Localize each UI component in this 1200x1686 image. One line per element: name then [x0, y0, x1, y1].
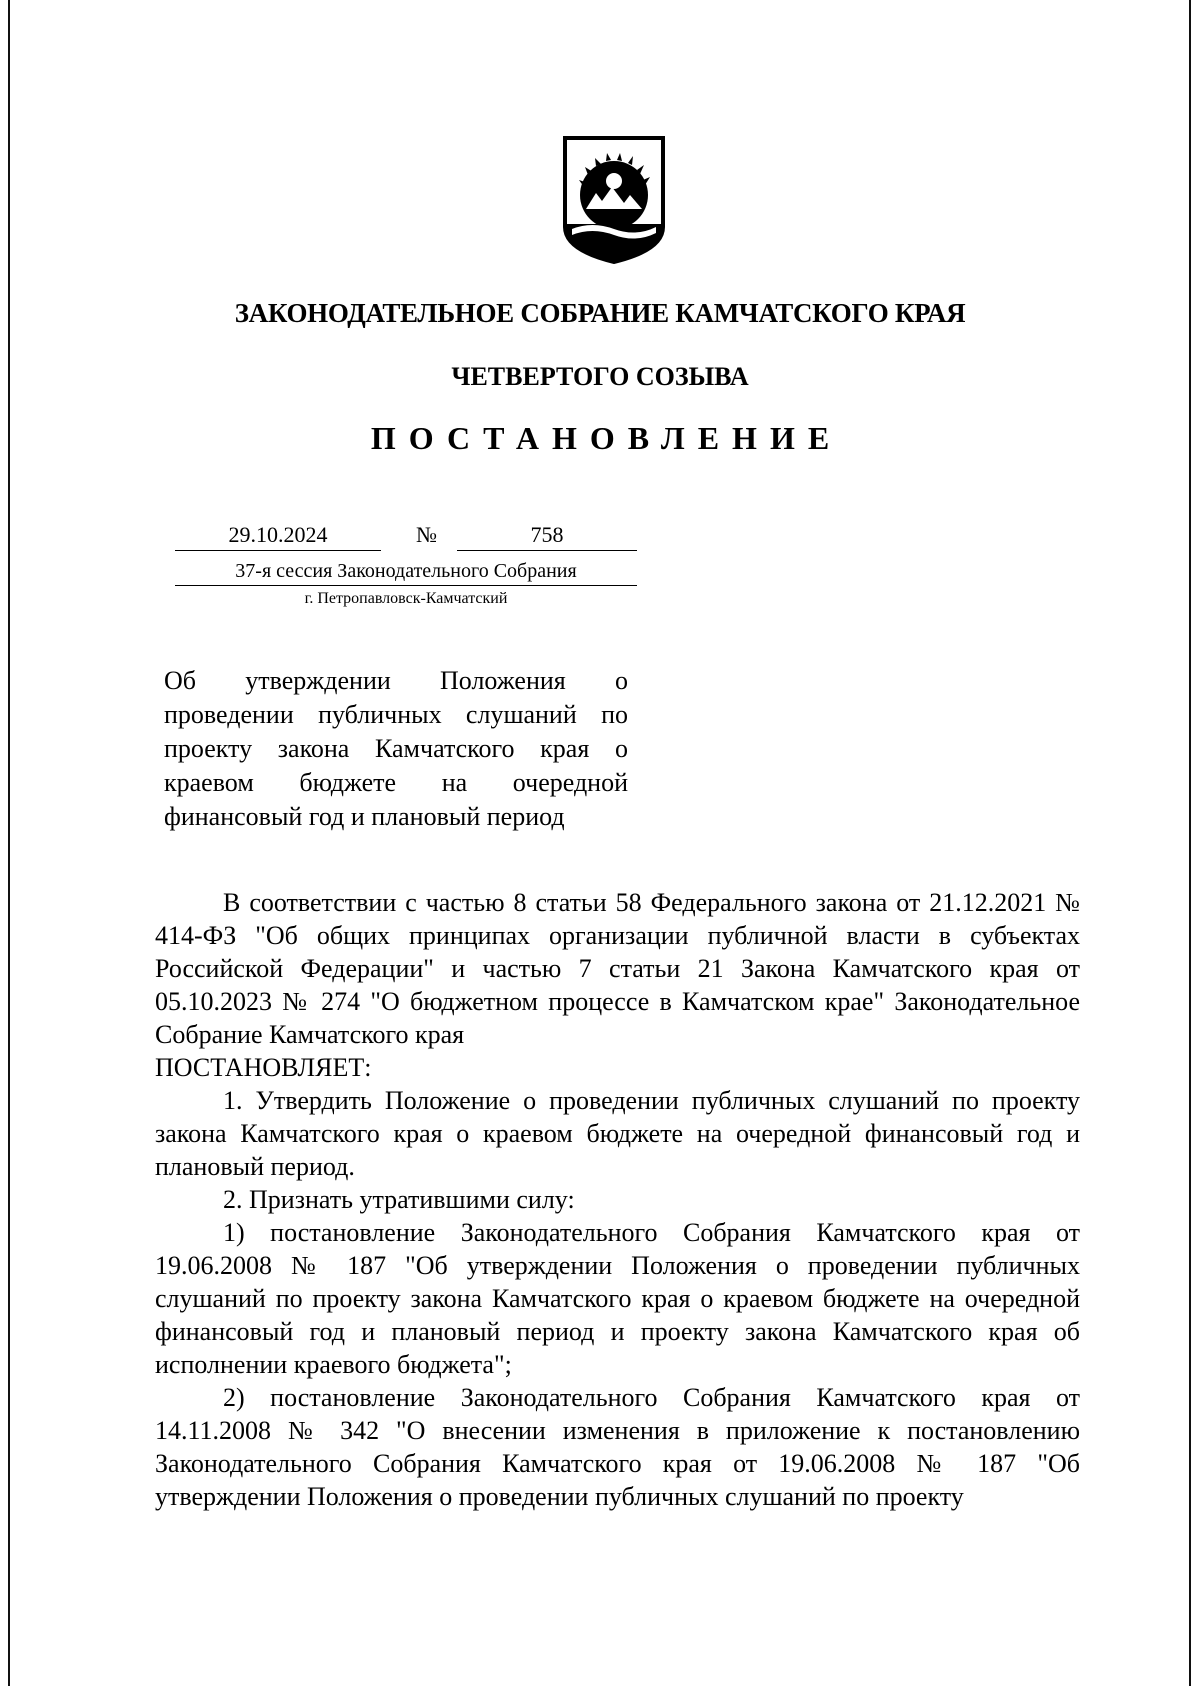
item-1-paragraph: 1. Утвердить Положение о проведении публичных слушаний по проекту закона Камчатского края о краевом бюджете на очередной финансовый год и плановый период.: [155, 1086, 1080, 1181]
session-info: 37-я сессия Законодательного Собрания: [175, 560, 637, 586]
item-2-1-paragraph: 1) постановление Законодательного Собрания Камчатского края от 19.06.2008 № 187 "Об утверждении Положения о проведении публичных слушаний по проекту закона Камчатского края о краевом бюджете на очередной финансовый год и плановый период и проекту закона Камчатского края об исполнении краевого бюджета";: [155, 1218, 1080, 1379]
document-date: 29.10.2024: [175, 522, 381, 551]
document-number: 758: [457, 522, 637, 551]
document-body: [155, 886, 1080, 1513]
item-2-paragraph: 2. Признать утратившими силу:: [223, 1185, 575, 1214]
item-2-2-paragraph: 2) постановление Законодательного Собрания Камчатского края от 14.11.2008 № 342 "О внесении изменения в приложение к постановлению Законодательного Собрания Камчатского края от 19.06.2008 № 187 "Об утверждении Положения о проведении публичных слушаний по проекту: [155, 1383, 1080, 1511]
decree-word: ПОСТАНОВЛЯЕТ:: [155, 1053, 372, 1082]
page-edge-left: [8, 0, 10, 1686]
page-edge-right: [1189, 0, 1191, 1686]
kamchatka-coat-of-arms-icon: [562, 135, 666, 265]
document-type-title: ПОСТАНОВЛЕНИЕ: [370, 420, 843, 456]
city-info: г. Петропавловск-Камчатский: [304, 590, 508, 607]
preamble-paragraph: В соответствии с частью 8 статьи 58 Федерального закона от 21.12.2021 № 414-ФЗ "Об общих принципах организации публичной власти в субъектах Российской Федерации" и частью 7 статьи 21 Закона Камчатского края от 05.10.2023 № 274 "О бюджетном процессе в Камчатском крае" Законодательное Собрание Камчатского края: [155, 888, 1080, 1049]
organization-title: ЗАКОНОДАТЕЛЬНОЕ СОБРАНИЕ КАМЧАТСКОГО КРАЯ: [234, 298, 966, 328]
number-sign: №: [416, 522, 437, 547]
convocation-title: ЧЕТВЕРТОГО СОЗЫВА: [451, 362, 749, 391]
document-subject: Об утверждении Положения о проведении публичных слушаний по проекту закона Камчатского края о краевом бюджете на очередной финансовый год и плановый период: [164, 666, 628, 831]
document-date-number-line: [175, 522, 637, 556]
